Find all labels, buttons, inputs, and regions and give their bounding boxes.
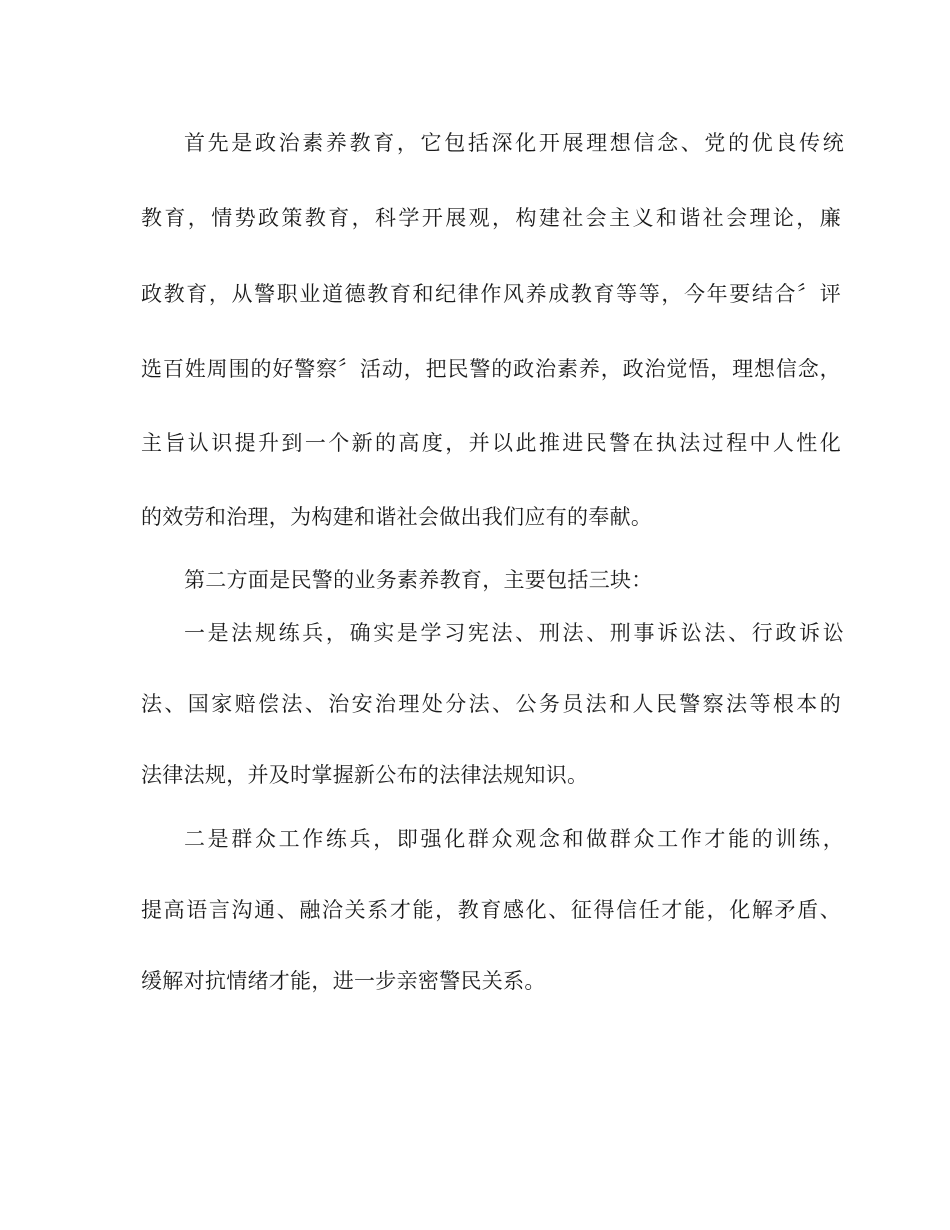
paragraph-line: 首先是政治素养教育，它包括深化开展理想信念、党的优良传统 (184, 131, 844, 155)
paragraph-line: 第二方面是民警的业务素养教育，主要包括三块： (184, 568, 653, 592)
paragraph-line: 缓解对抗情绪才能，进一步亲密警民关系。 (141, 969, 546, 993)
paragraph-line: 二是群众工作练兵，即强化群众观念和做群众工作才能的训练， (184, 827, 844, 851)
paragraph-line: 的效劳和治理，为构建和谐社会做出我们应有的奉献。 (141, 505, 653, 529)
paragraph-line: 政教育，从警职业道德教育和纪律作风养成教育等等，今年要结合〞评 (141, 282, 841, 306)
paragraph-line: 法律法规，并及时掌握新公布的法律法规知识。 (141, 763, 589, 787)
paragraph-line: 法、国家赔偿法、治安治理处分法、公务员法和人民警察法等根本的 (141, 692, 841, 716)
paragraph-line: 一是法规练兵，确实是学习宪法、刑法、刑事诉讼法、行政诉讼 (184, 621, 844, 645)
paragraph-line: 选百姓周围的好警察〞活动，把民警的政治素养，政治觉悟，理想信念， (141, 357, 841, 381)
paragraph-line: 提高语言沟通、融洽关系才能，教育感化、征得信任才能，化解矛盾、 (141, 898, 841, 922)
paragraph-line: 教育，情势政策教育，科学开展观，构建社会主义和谐社会理论，廉 (141, 206, 841, 230)
paragraph-line: 主旨认识提升到一个新的高度，并以此推进民警在执法过程中人性化 (141, 431, 841, 455)
